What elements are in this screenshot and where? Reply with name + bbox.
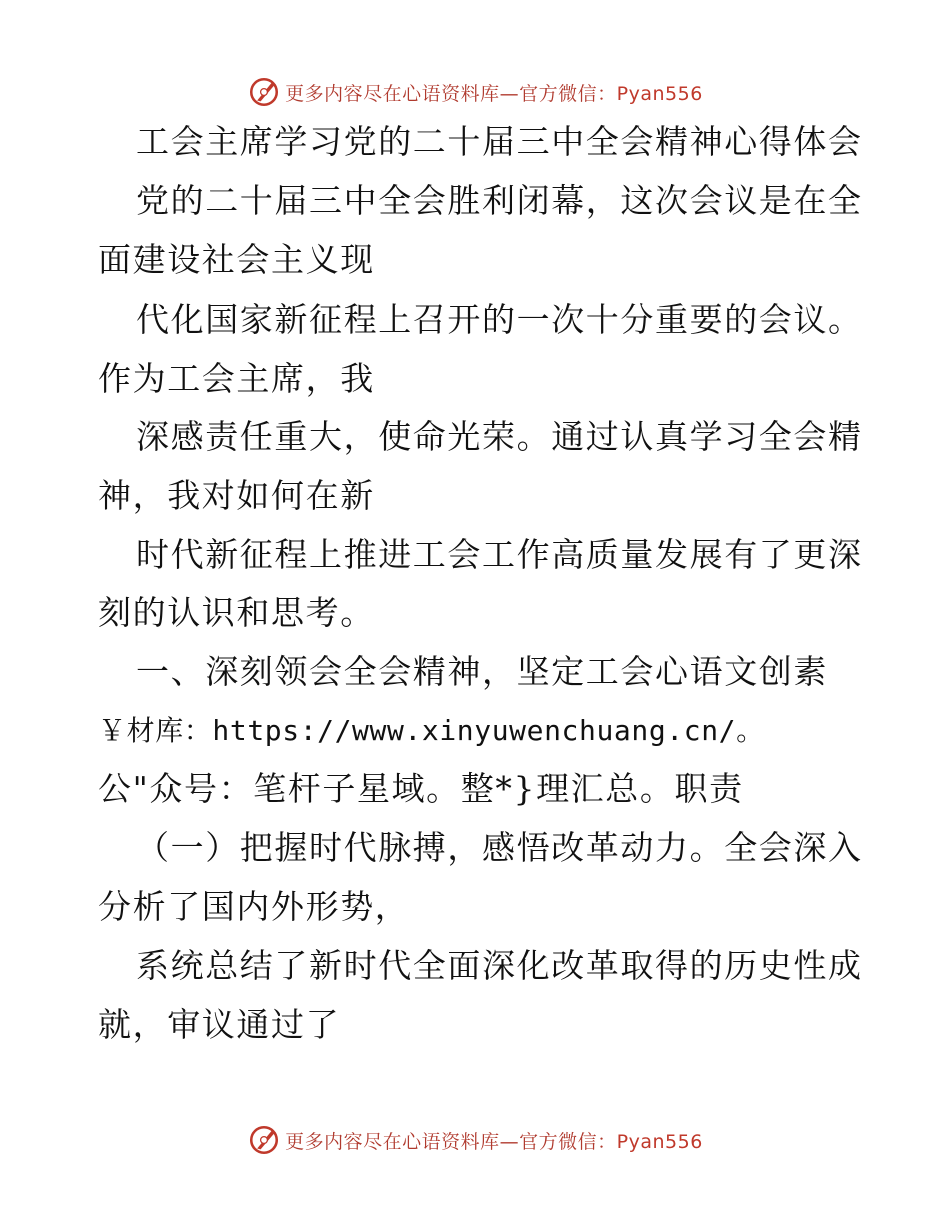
text-line: 时代新征程上推进工会工作高质量发展有了更深	[136, 535, 863, 574]
text-line: 刻的认识和思考。	[98, 593, 375, 632]
text-line: 面建设社会主义现	[98, 240, 375, 279]
text-line: 神，我对如何在新	[98, 476, 375, 515]
text-line: 作为工会主席，我	[98, 359, 375, 398]
text-line: 代化国家新征程上召开的一次十分重要的会议。	[136, 300, 863, 339]
subsection-heading: （一）把握时代脉搏，感悟改革动力。全会深入	[136, 828, 863, 867]
text-line: 党的二十届三中全会胜利闭幕，这次会议是在全	[136, 181, 863, 220]
watermark-text: 更多内容尽在心语资料库—官方微信：Pyan556	[285, 82, 703, 105]
text-line: 就，审议通过了	[98, 1005, 341, 1044]
quill-logo-icon	[247, 1123, 281, 1157]
text-line: ￥材库：https://www.xinyuwenchuang.cn/。	[98, 714, 765, 747]
footer-watermark	[0, 1120, 950, 1160]
section-heading: 一、深刻领会全会精神，坚定工会心语文创素	[136, 652, 828, 691]
watermark-text: 更多内容尽在心语资料库—官方微信：Pyan556	[285, 1130, 703, 1153]
text-line: 分析了国内外形势，	[98, 887, 410, 926]
header-watermark	[0, 72, 950, 112]
document-title: 工会主席学习党的二十届三中全会精神心得体会	[136, 122, 863, 161]
text-line: 深感责任重大，使命光荣。通过认真学习全会精	[136, 417, 863, 456]
text-line: 公"众号：笔杆子星域。整*}理汇总。职责	[98, 769, 744, 808]
text-line: 系统总结了新时代全面深化改革取得的历史性成	[136, 946, 863, 985]
quill-logo-icon	[247, 75, 281, 109]
